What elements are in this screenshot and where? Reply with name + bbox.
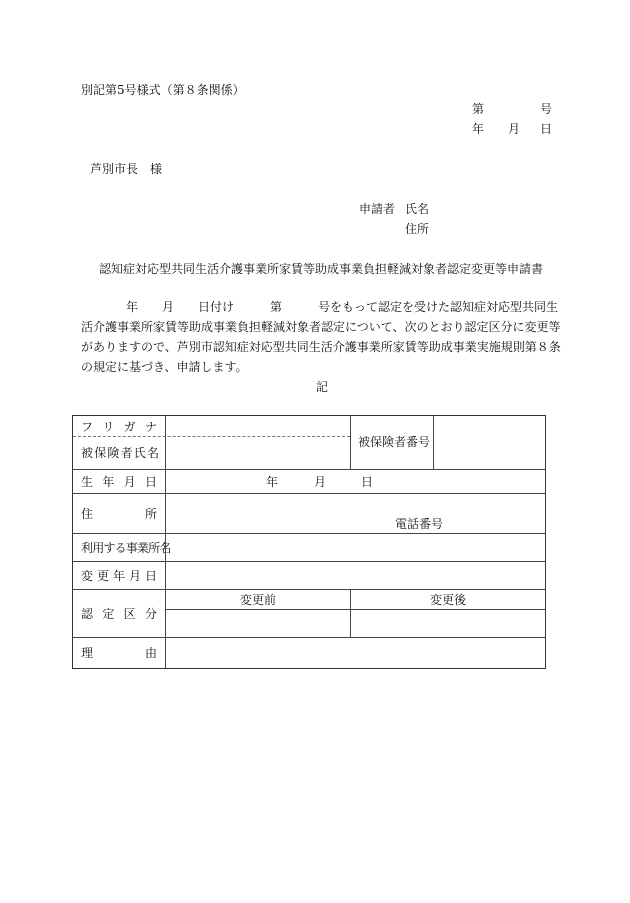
applicant-label: 申請者 (359, 202, 396, 216)
facility-label: 利用する事業所名 (81, 541, 171, 555)
document-title: 認知症対応型共同生活介護事業所家賃等助成事業負担軽減対象者認定変更等申請書 (99, 262, 544, 276)
addressee: 芦別市長 様 (90, 162, 163, 176)
before-label: 変更前 (240, 593, 277, 607)
date-year-label: 年 (472, 122, 485, 136)
body-line-3: がありますので、芦別市認知症対応型共同生活介護事業所家賃等助成事業実施規則第８条 (81, 340, 561, 354)
reason-label: 理 由 (81, 646, 157, 660)
after-label: 変更後 (430, 593, 467, 607)
applicant-address-label: 住所 (405, 222, 430, 236)
birthdate-label: 生 年 月 日 (81, 475, 157, 489)
phone-label: 電話番号 (395, 517, 444, 531)
number-prefix: 第 (472, 102, 485, 116)
date-month-label: 月 (508, 122, 521, 136)
application-form-table (72, 415, 546, 669)
number-suffix: 号 (540, 102, 553, 116)
category-label: 認 定 区 分 (81, 607, 157, 621)
birth-month-label: 月 (314, 475, 327, 489)
insured-name-label: 被保険者氏名 (81, 446, 161, 460)
form-id: 別記第5号様式（第８条関係） (81, 83, 245, 97)
date-day-label: 日 (540, 122, 553, 136)
body-line-2: 活介護事業所家賃等助成事業負担軽減対象者認定について、次のとおり認定区分に変更等 (81, 320, 561, 334)
change-date-label: 変 更 年 月 日 (81, 569, 157, 583)
body-line-4: の規定に基づき、申請します。 (81, 360, 248, 374)
insured-number-label: 被保険者番号 (358, 435, 431, 449)
furigana-label: フ リ ガ ナ (81, 420, 157, 434)
birth-day-label: 日 (361, 475, 374, 489)
ki-mark: 記 (316, 380, 329, 394)
body-line-1: 年 月 日付け 第 号をもって認定を受けた認知症対応型共同生 (126, 300, 559, 314)
address-label: 住 所 (81, 507, 157, 521)
applicant-name-label: 氏名 (405, 202, 430, 216)
birth-year-label: 年 (266, 475, 279, 489)
